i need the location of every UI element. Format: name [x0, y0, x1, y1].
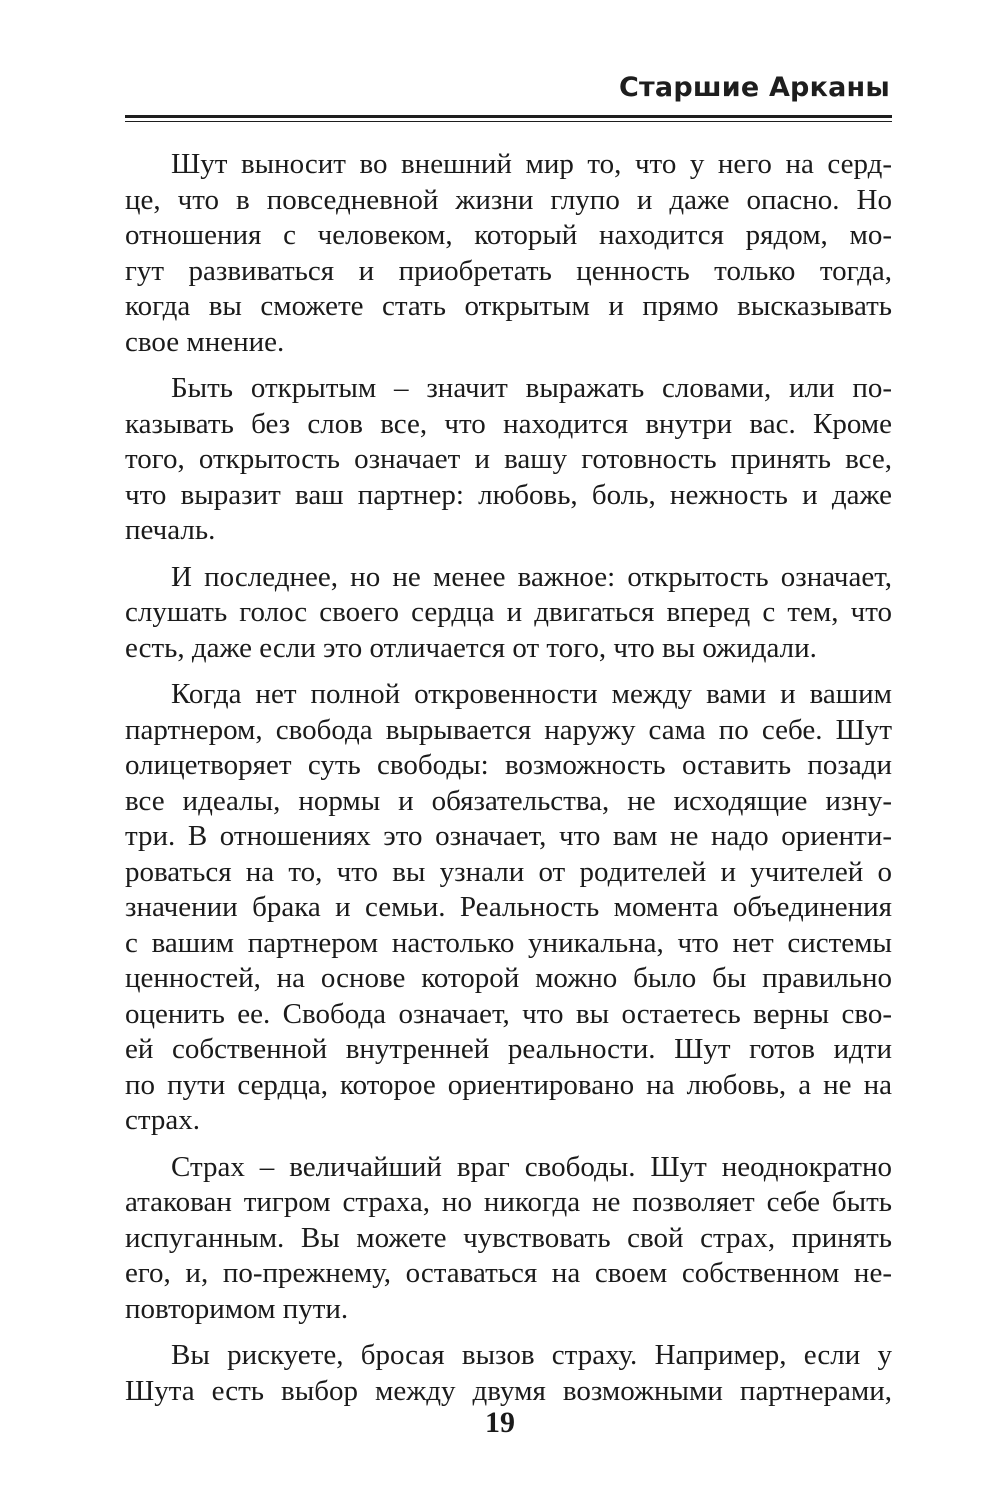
- text-line: печаль.: [125, 514, 216, 546]
- text-line: Страх – величайший враг свободы. Шут неоднократно: [171, 1150, 892, 1183]
- text-line: есть, даже если это отличается от того, что вы ожидали.: [125, 631, 817, 664]
- text-line: це, что в повседневной жизни глупо и даже опасно. Но: [125, 183, 892, 216]
- running-head: Старшие Арканы: [619, 72, 890, 103]
- paragraph: [125, 1150, 892, 1328]
- text-line: Вы рискуете, бросая вызов страху. Например, если у: [171, 1339, 892, 1371]
- header-rule: [125, 115, 892, 118]
- text-line: по пути сердца, которое ориентировано на любовь, а не на: [125, 1068, 892, 1101]
- text-line: все идеалы, нормы и обязательства, не исходящие изну-: [125, 784, 892, 817]
- text-line: Шут выносит во внешний мир то, что у него на серд-: [171, 148, 892, 180]
- paragraph: [125, 1338, 892, 1409]
- text-line: его, и, по-прежнему, оставаться на своем собственном не-: [125, 1257, 892, 1289]
- text-line: с вашим партнером настолько уникальна, что нет системы: [125, 926, 892, 959]
- text-line: И последнее, но не менее важное: открытость означает,: [171, 560, 892, 593]
- text-line: того, открытость означает и вашу готовность принять все,: [125, 443, 892, 475]
- page-number: 19: [485, 1406, 515, 1439]
- body-text: [125, 147, 892, 1409]
- text-line: ценностей, на основе которой можно было бы правильно: [125, 962, 892, 994]
- text-line: Когда нет полной откровенности между вами и вашим: [171, 678, 892, 710]
- text-line: атакован тигром страха, но никогда не позволяет себе быть: [125, 1186, 892, 1218]
- text-line: слушать голос своего сердца и двигаться вперед с тем, что: [125, 596, 892, 628]
- text-line: гут развиваться и приобретать ценность только тогда,: [125, 254, 892, 287]
- paragraph: [125, 677, 892, 1139]
- text-line: испуганным. Вы можете чувствовать свой страх, принять: [125, 1221, 892, 1254]
- header-rule-thin: [125, 121, 892, 122]
- text-line: оценить ее. Свобода означает, что вы остаетесь верны сво-: [125, 997, 892, 1030]
- text-line: повторимом пути.: [125, 1292, 349, 1325]
- paragraph: [125, 371, 892, 549]
- text-line: когда вы сможете стать открытым и прямо высказывать: [125, 290, 892, 322]
- text-line: Быть открытым – значит выражать словами, или по-: [171, 372, 892, 404]
- text-line: казывать без слов все, что находится внутри вас. Кроме: [125, 407, 892, 440]
- text-line: страх.: [125, 1104, 201, 1136]
- text-line: три. В отношениях это означает, что вам не надо ориенти-: [125, 820, 892, 852]
- text-line: Шута есть выбор между двумя возможными партнерами,: [125, 1374, 892, 1407]
- text-line: значении брака и семьи. Реальность момента объединения: [125, 891, 892, 923]
- text-line: олицетворяет суть свободы: возможность оставить позади: [125, 749, 892, 781]
- paragraph: [125, 560, 892, 667]
- text-line: что выразит ваш партнер: любовь, боль, нежность и даже: [125, 478, 892, 511]
- text-line: ей собственной внутренней реальности. Шут готов идти: [125, 1033, 892, 1065]
- text-line: роваться на то, что вы узнали от родителей и учителей о: [125, 855, 892, 888]
- text-line: свое мнение.: [125, 325, 285, 358]
- text-line: партнером, свобода вырывается наружу сама по себе. Шут: [125, 713, 892, 746]
- text-line: отношения с человеком, который находится рядом, мо-: [125, 219, 892, 251]
- paragraph: [125, 147, 892, 360]
